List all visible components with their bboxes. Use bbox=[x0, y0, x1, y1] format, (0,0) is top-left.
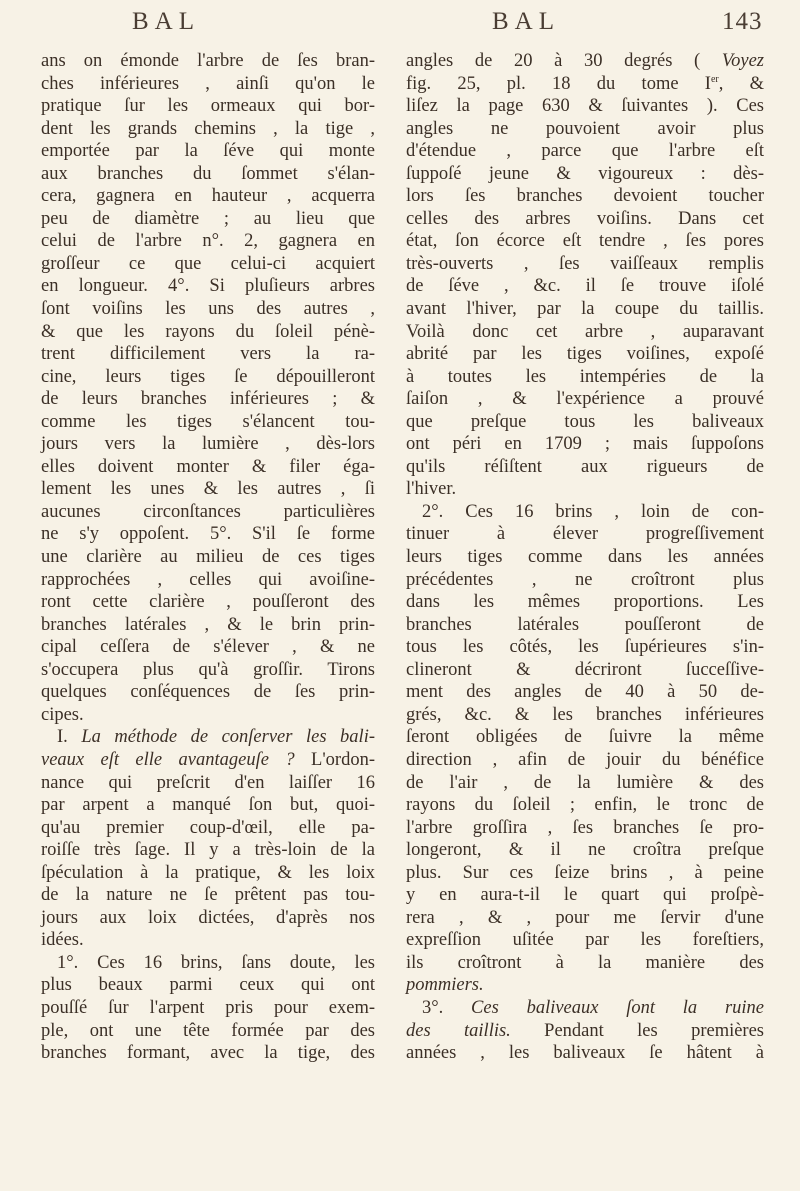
superscript: er bbox=[710, 73, 719, 85]
text-line: ment des angles de 40 à 50 de- bbox=[406, 682, 764, 703]
text-line: aucunes circonſtances particulières bbox=[41, 501, 375, 522]
text-line: abrité par les tiges voiſines, expoſé bbox=[406, 344, 764, 365]
text-line: ils croîtront à la manière des bbox=[406, 952, 764, 973]
text-line: cine, leurs tiges ſe dépouilleront bbox=[41, 366, 375, 387]
text-line: années , les baliveaux ſe hâtent à bbox=[406, 1043, 764, 1064]
text-line: ans on émonde l'arbre de ſes bran- bbox=[41, 51, 375, 71]
text-line: plus. Sur ces ſeize brins , à peine bbox=[406, 862, 764, 883]
text-segment: , & bbox=[718, 73, 765, 94]
text-line: d'étendue , parce que l'arbre eſt bbox=[406, 141, 764, 162]
text-line bbox=[406, 50, 764, 73]
text-line bbox=[406, 1020, 764, 1043]
text-line: branches latérales pouſſeront de bbox=[406, 614, 764, 635]
text-line: ne s'y oppoſent. 5°. S'il ſe forme bbox=[41, 524, 375, 545]
text-line: une clarière au milieu de ces tiges bbox=[41, 547, 375, 568]
italic-text: Voyez bbox=[721, 51, 764, 71]
text-segment: Pendant les premières bbox=[510, 1020, 764, 1041]
text-line bbox=[406, 974, 764, 997]
text-segment: 2°. Ces 16 brins , loin de con- bbox=[422, 501, 764, 522]
text-line: grés, &c. & les branches inférieures bbox=[406, 704, 764, 725]
text-line bbox=[406, 73, 764, 96]
text-segment: I. bbox=[57, 727, 82, 748]
text-line: jours vers la lumière , dès-lors bbox=[41, 434, 375, 455]
italic-text: pommiers. bbox=[406, 975, 484, 996]
text-segment: fig. 25, pl. 18 du tome I bbox=[406, 73, 711, 94]
text-line: précédentes , ne croîtront plus bbox=[406, 569, 764, 590]
text-line: de ſéve , &c. il ſe trouve iſolé bbox=[406, 276, 764, 297]
text-line: rapprochées , celles qui avoiſine- bbox=[41, 569, 375, 590]
text-line bbox=[41, 749, 375, 772]
text-line: nance qui preſcrit d'en laiſſer 16 bbox=[41, 772, 375, 793]
running-header-right: BAL bbox=[492, 8, 560, 35]
text-line: ont péri en 1709 ; mais ſuppoſons bbox=[406, 434, 764, 455]
text-line: Voilà donc cet arbre , auparavant bbox=[406, 321, 764, 342]
text-line: branches latérales , & le brin prin- bbox=[41, 614, 375, 635]
text-line: ſuppoſé jeune & vigoureux : dès- bbox=[406, 163, 764, 184]
text-line: par arpent a manqué ſon but, quoi- bbox=[41, 795, 375, 816]
text-line: qu'ils réſiſtent aux rigueurs de bbox=[406, 456, 764, 477]
italic-text: La méthode de conſerver les bali- bbox=[81, 727, 375, 748]
text-line: tinuer à élever progreſſivement bbox=[406, 524, 764, 545]
text-line: direction , afin de jouir du bénéfice bbox=[406, 749, 764, 770]
text-line: y en aura-t-il le quart qui proſpè- bbox=[406, 885, 764, 906]
text-line: lement les unes & les autres , ſi bbox=[41, 479, 375, 500]
italic-text: Ces baliveaux ſont la ruine bbox=[471, 997, 764, 1018]
text-line: plus beaux parmi ceux qui ont bbox=[41, 975, 375, 996]
text-line: comme les tiges s'élancent tou- bbox=[41, 411, 375, 432]
italic-text: veaux eſt elle avantageuſe ? bbox=[41, 749, 295, 770]
text-line: quelques conſéquences de ſes prin- bbox=[41, 682, 375, 703]
text-line: jours aux loix dictées, d'après nos bbox=[41, 907, 375, 928]
page-number: 143 bbox=[722, 8, 763, 35]
italic-text: des taillis. bbox=[406, 1020, 511, 1041]
text-line bbox=[41, 726, 375, 749]
text-line: roiſſe très ſage. Il y a très-loin de la bbox=[41, 840, 375, 861]
text-line: de la nature ne ſe prêtent pas tou- bbox=[41, 885, 375, 906]
text-line: liſez la page 630 & ſuivantes ). Ces bbox=[406, 96, 764, 117]
text-line: ches inférieures , ainſi qu'on le bbox=[41, 73, 375, 94]
text-line: à toutes les intempéries de la bbox=[406, 366, 764, 387]
text-column-right bbox=[406, 50, 764, 1065]
text-line: état, ſon écorce eſt tendre , ſes pores bbox=[406, 231, 764, 252]
text-line: aux branches du ſommet s'élan- bbox=[41, 163, 375, 184]
text-line: cipal ceſſera de s'élever , & ne bbox=[41, 637, 375, 658]
text-line: ront cette clarière , pouſſeront des bbox=[41, 592, 375, 613]
text-line bbox=[41, 929, 375, 952]
text-segment: idées. bbox=[41, 930, 84, 951]
text-line: de l'air , de la lumière & des bbox=[406, 772, 764, 793]
text-line bbox=[406, 501, 764, 524]
text-line: expreſſion uſitée par les foreſtiers, bbox=[406, 930, 764, 951]
text-line: très-ouverts , ſes vaiſſeaux remplis bbox=[406, 253, 764, 274]
text-line: lors ſes branches devoient toucher bbox=[406, 186, 764, 207]
text-line: cera, gagnera en hauteur , acquerra bbox=[41, 186, 375, 207]
text-line: angles ne pouvoient avoir plus bbox=[406, 118, 764, 139]
text-segment: angles de 20 à 30 degrés ( bbox=[406, 51, 722, 71]
text-line: peu de diamètre ; au lieu que bbox=[41, 208, 375, 229]
text-line: celles des arbres voiſins. Dans cet bbox=[406, 208, 764, 229]
text-column-left bbox=[41, 50, 375, 1065]
text-line: ſont voiſins les uns des autres , bbox=[41, 299, 375, 320]
text-line: qu'au premier coup-d'œil, elle pa- bbox=[41, 817, 375, 838]
text-line: pouſſé ſur l'arpent pris pour exem- bbox=[41, 997, 375, 1018]
text-line: tous les côtés, les ſupérieures s'in- bbox=[406, 637, 764, 658]
text-line: dans les mêmes proportions. Les bbox=[406, 592, 764, 613]
text-line: trent difficilement vers la ra- bbox=[41, 344, 375, 365]
text-segment: l'hiver. bbox=[406, 479, 457, 500]
text-line: l'arbre groſſira , ſes branches ſe pro- bbox=[406, 817, 764, 838]
text-line bbox=[41, 952, 375, 975]
text-line: en longueur. 4°. Si pluſieurs arbres bbox=[41, 276, 375, 297]
text-line: branches formant, avec la tige, des bbox=[41, 1043, 375, 1064]
text-line: ſeront obligées de ſuivre la même bbox=[406, 727, 764, 748]
text-line: ple, ont une tête formée par des bbox=[41, 1020, 375, 1041]
text-line bbox=[406, 478, 764, 501]
text-line bbox=[41, 704, 375, 727]
text-line: ſaiſon , & l'expérience a prouvé bbox=[406, 389, 764, 410]
text-segment: 3°. bbox=[422, 997, 472, 1018]
running-header-left: BAL bbox=[132, 8, 200, 35]
text-line: de leurs branches inférieures ; & bbox=[41, 389, 375, 410]
text-line: que preſque tous les baliveaux bbox=[406, 411, 764, 432]
text-line: rayons du ſoleil ; enfin, le tronc de bbox=[406, 795, 764, 816]
text-line: leurs tiges comme dans les années bbox=[406, 547, 764, 568]
text-line: s'occupera plus qu'à groſſir. Tirons bbox=[41, 659, 375, 680]
text-line: emportée par la ſéve qui monte bbox=[41, 141, 375, 162]
text-segment: 1°. Ces 16 brins, ſans doute, les bbox=[57, 952, 375, 973]
text-line: dent les grands chemins , la tige , bbox=[41, 118, 375, 139]
text-line: avant l'hiver, par la coupe du taillis. bbox=[406, 299, 764, 320]
text-line: clineront & décriront ſucceſſive- bbox=[406, 659, 764, 680]
text-segment: cipes. bbox=[41, 704, 84, 725]
text-line: rera , & , pour me ſervir d'une bbox=[406, 907, 764, 928]
text-line: elles doivent monter & filer éga- bbox=[41, 456, 375, 477]
text-line: & que les rayons du ſoleil pénè- bbox=[41, 321, 375, 342]
text-line: pratique ſur les ormeaux qui bor- bbox=[41, 96, 375, 117]
text-segment: L'ordon- bbox=[294, 749, 375, 770]
text-line bbox=[406, 997, 764, 1020]
text-line: celui de l'arbre n°. 2, gagnera en bbox=[41, 231, 375, 252]
text-line: groſſeur ce que celui-ci acquiert bbox=[41, 253, 375, 274]
text-line: ſpéculation à la pratique, & les loix bbox=[41, 862, 375, 883]
text-line: longeront, & il ne croîtra preſque bbox=[406, 840, 764, 861]
